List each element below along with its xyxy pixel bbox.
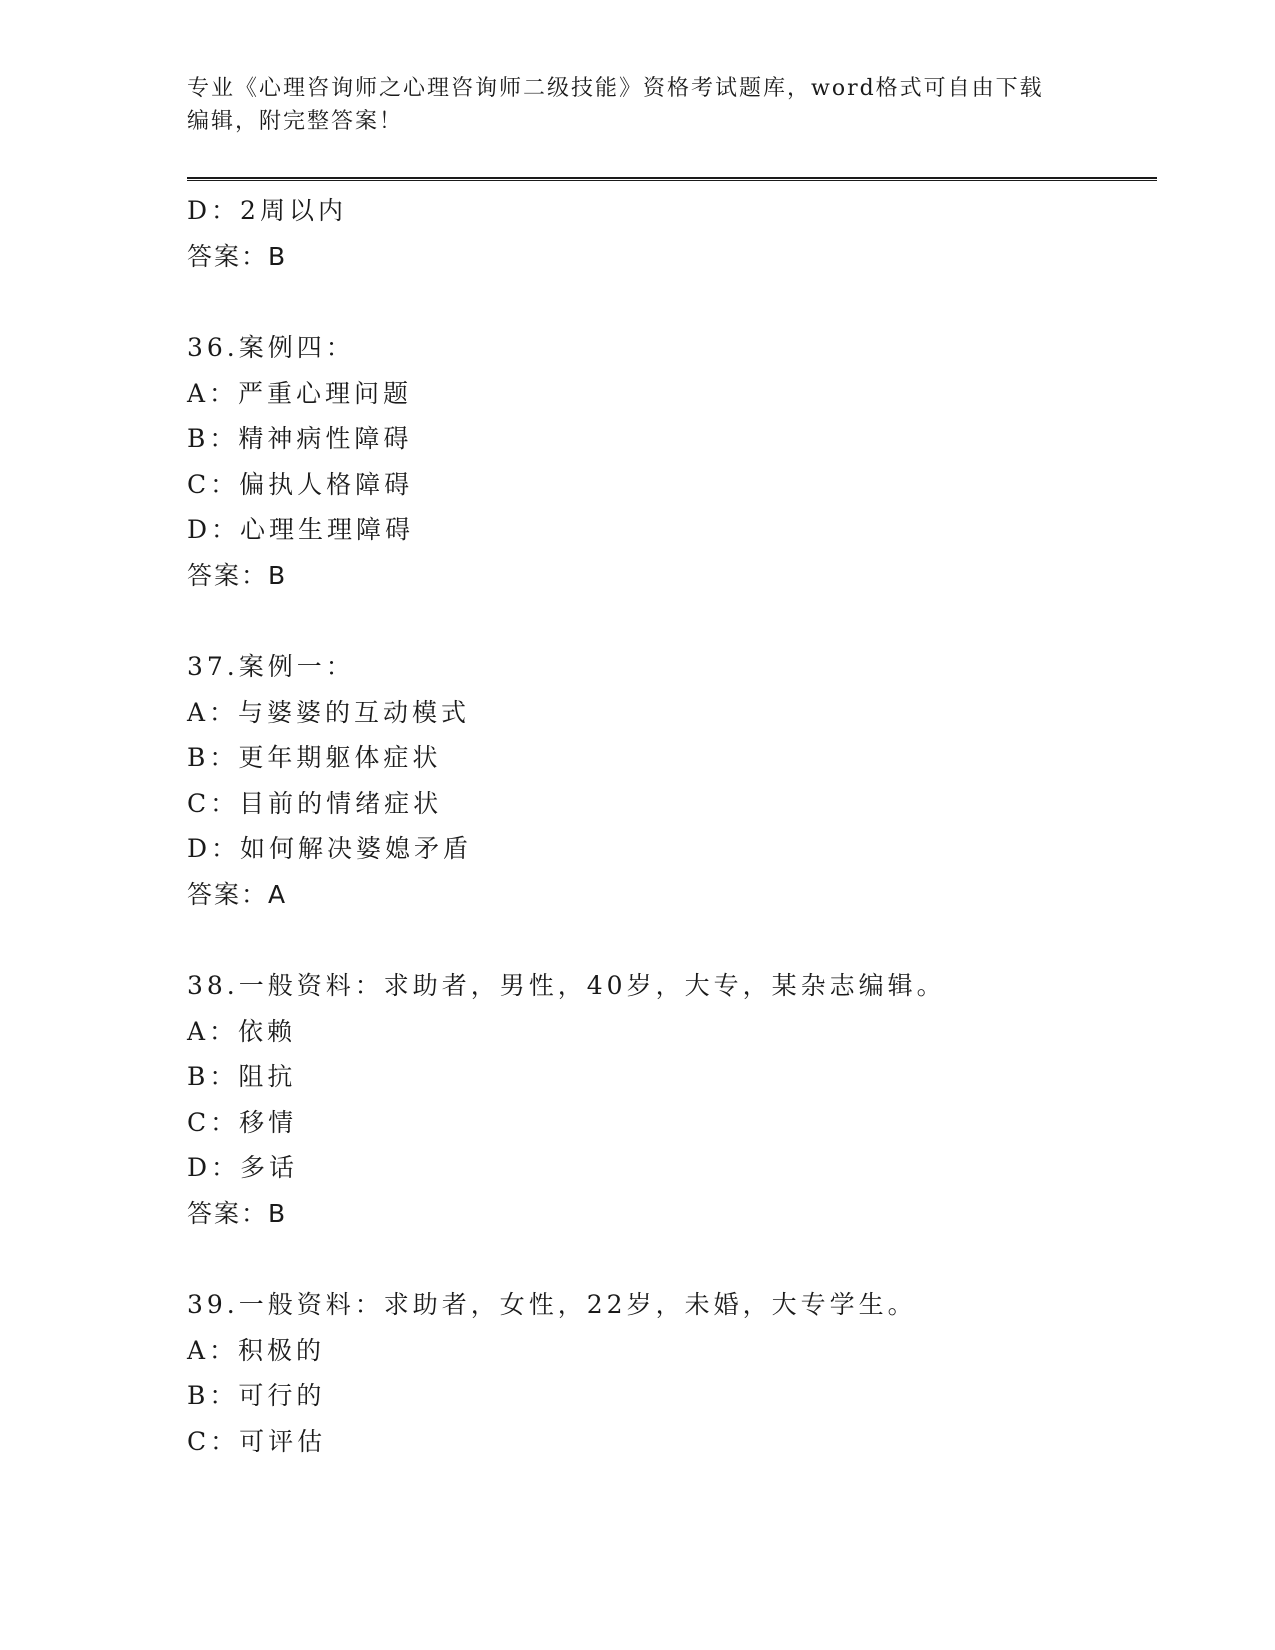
option-a: A：积极的 — [187, 1335, 326, 1365]
option-b: B：可行的 — [187, 1381, 326, 1410]
option-a: A：严重心理问题 — [187, 378, 413, 408]
spacer — [187, 917, 1157, 963]
question-list — [187, 188, 1157, 1464]
option-b: B：精神病性障碍 — [187, 424, 413, 453]
option-a: A：依赖 — [187, 1016, 297, 1046]
question-38 — [187, 963, 1157, 1236]
option-c: C：移情 — [187, 1107, 298, 1137]
question-37 — [187, 644, 1157, 917]
option-c: C：可评估 — [187, 1426, 327, 1456]
option-d: D：2周以内 — [187, 196, 347, 225]
option-d: D：如何解决婆媳矛盾 — [187, 834, 473, 863]
spacer — [187, 1236, 1157, 1282]
option-a: A：与婆婆的互动模式 — [187, 697, 471, 727]
option-c: C：目前的情绪症状 — [187, 788, 443, 818]
option-c: C：偏执人格障碍 — [187, 469, 414, 499]
option-d: D：心理生理障碍 — [187, 515, 415, 544]
question-36 — [187, 325, 1157, 598]
spacer — [187, 279, 1157, 325]
answer-line: 答案：B — [187, 241, 288, 271]
spacer — [187, 598, 1157, 644]
question-stem: 36.案例四： — [187, 333, 355, 362]
document-header — [187, 72, 1087, 138]
option-b: B：更年期躯体症状 — [187, 743, 442, 772]
header-divider — [187, 177, 1157, 181]
answer-line: 答案：A — [187, 879, 288, 909]
option-b: B：阻抗 — [187, 1062, 297, 1091]
question-39 — [187, 1282, 1157, 1464]
question-stem: 38.一般资料：求助者，男性，40岁，大专，某杂志编辑。 — [187, 971, 946, 1000]
answer-line: 答案：B — [187, 560, 288, 590]
question-stem: 37.案例一： — [187, 652, 355, 681]
header-line-1: 专业《心理咨询师之心理咨询师二级技能》资格考试题库，word格式可自由下载 — [187, 76, 1044, 101]
question-stem: 39.一般资料：求助者，女性，22岁，未婚，大专学生。 — [187, 1290, 917, 1319]
option-d: D：多话 — [187, 1153, 299, 1182]
answer-line: 答案：B — [187, 1198, 288, 1228]
header-line-2: 编辑，附完整答案！ — [187, 109, 404, 134]
